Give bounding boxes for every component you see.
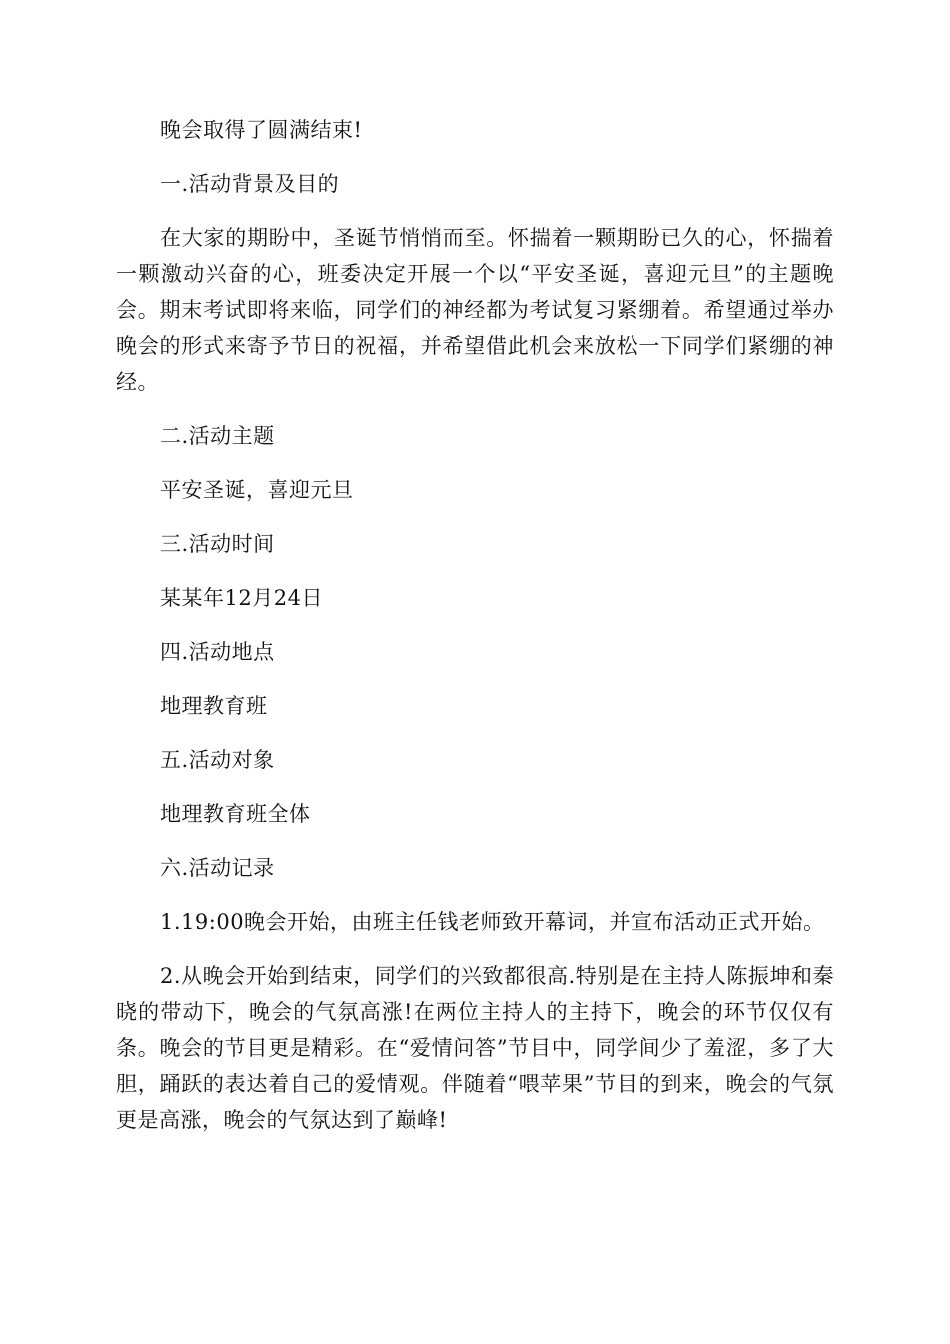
heading-time: 三.活动时间 — [160, 532, 275, 556]
paragraph-audience: 地理教育班全体 — [160, 802, 311, 826]
paragraph-background: 在大家的期盼中，圣诞节悄悄而至。怀揣着一颗期盼已久的心，怀揣着一颗激动兴奋的心，班委决定开展一个以“平安圣诞，喜迎元旦”的主题晚会。期末考试即将来临，同学们的神经都为考试复习紧绷着。希望通过举办晚会的形式来寄予节日的祝福，并希望借此机会来放松一下同学们紧绷的神经。 — [116, 226, 834, 394]
heading-theme: 二.活动主题 — [160, 424, 275, 448]
document-body — [116, 112, 834, 1138]
heading-record: 六.活动记录 — [160, 856, 275, 880]
heading-audience: 五.活动对象 — [160, 748, 275, 772]
paragraph-record-1: 1.19:00晚会开始，由班主任钱老师致开幕词，并宣布活动正式开始。 — [160, 910, 825, 934]
paragraph-closing: 晚会取得了圆满结束! — [160, 118, 363, 142]
heading-background-purpose: 一.活动背景及目的 — [160, 172, 340, 196]
heading-location: 四.活动地点 — [160, 640, 275, 664]
paragraph-location: 地理教育班 — [160, 694, 268, 718]
paragraph-time: 某某年12月24日 — [160, 586, 323, 610]
paragraph-record-2: 2.从晚会开始到结束，同学们的兴致都很高.特别是在主持人陈振坤和秦晓的带动下，晚会的气氛高涨!在两位主持人的主持下，晚会的环节仅仅有条。晚会的节目更是精彩。在“爱情问答”节目中，同学间少了羞涩，多了大胆，踊跃的表达着自己的爱情观。伴随着“喂苹果”节目的到来，晚会的气氛更是高涨，晚会的气氛达到了巅峰! — [116, 964, 834, 1132]
paragraph-theme: 平安圣诞，喜迎元旦 — [160, 478, 354, 502]
